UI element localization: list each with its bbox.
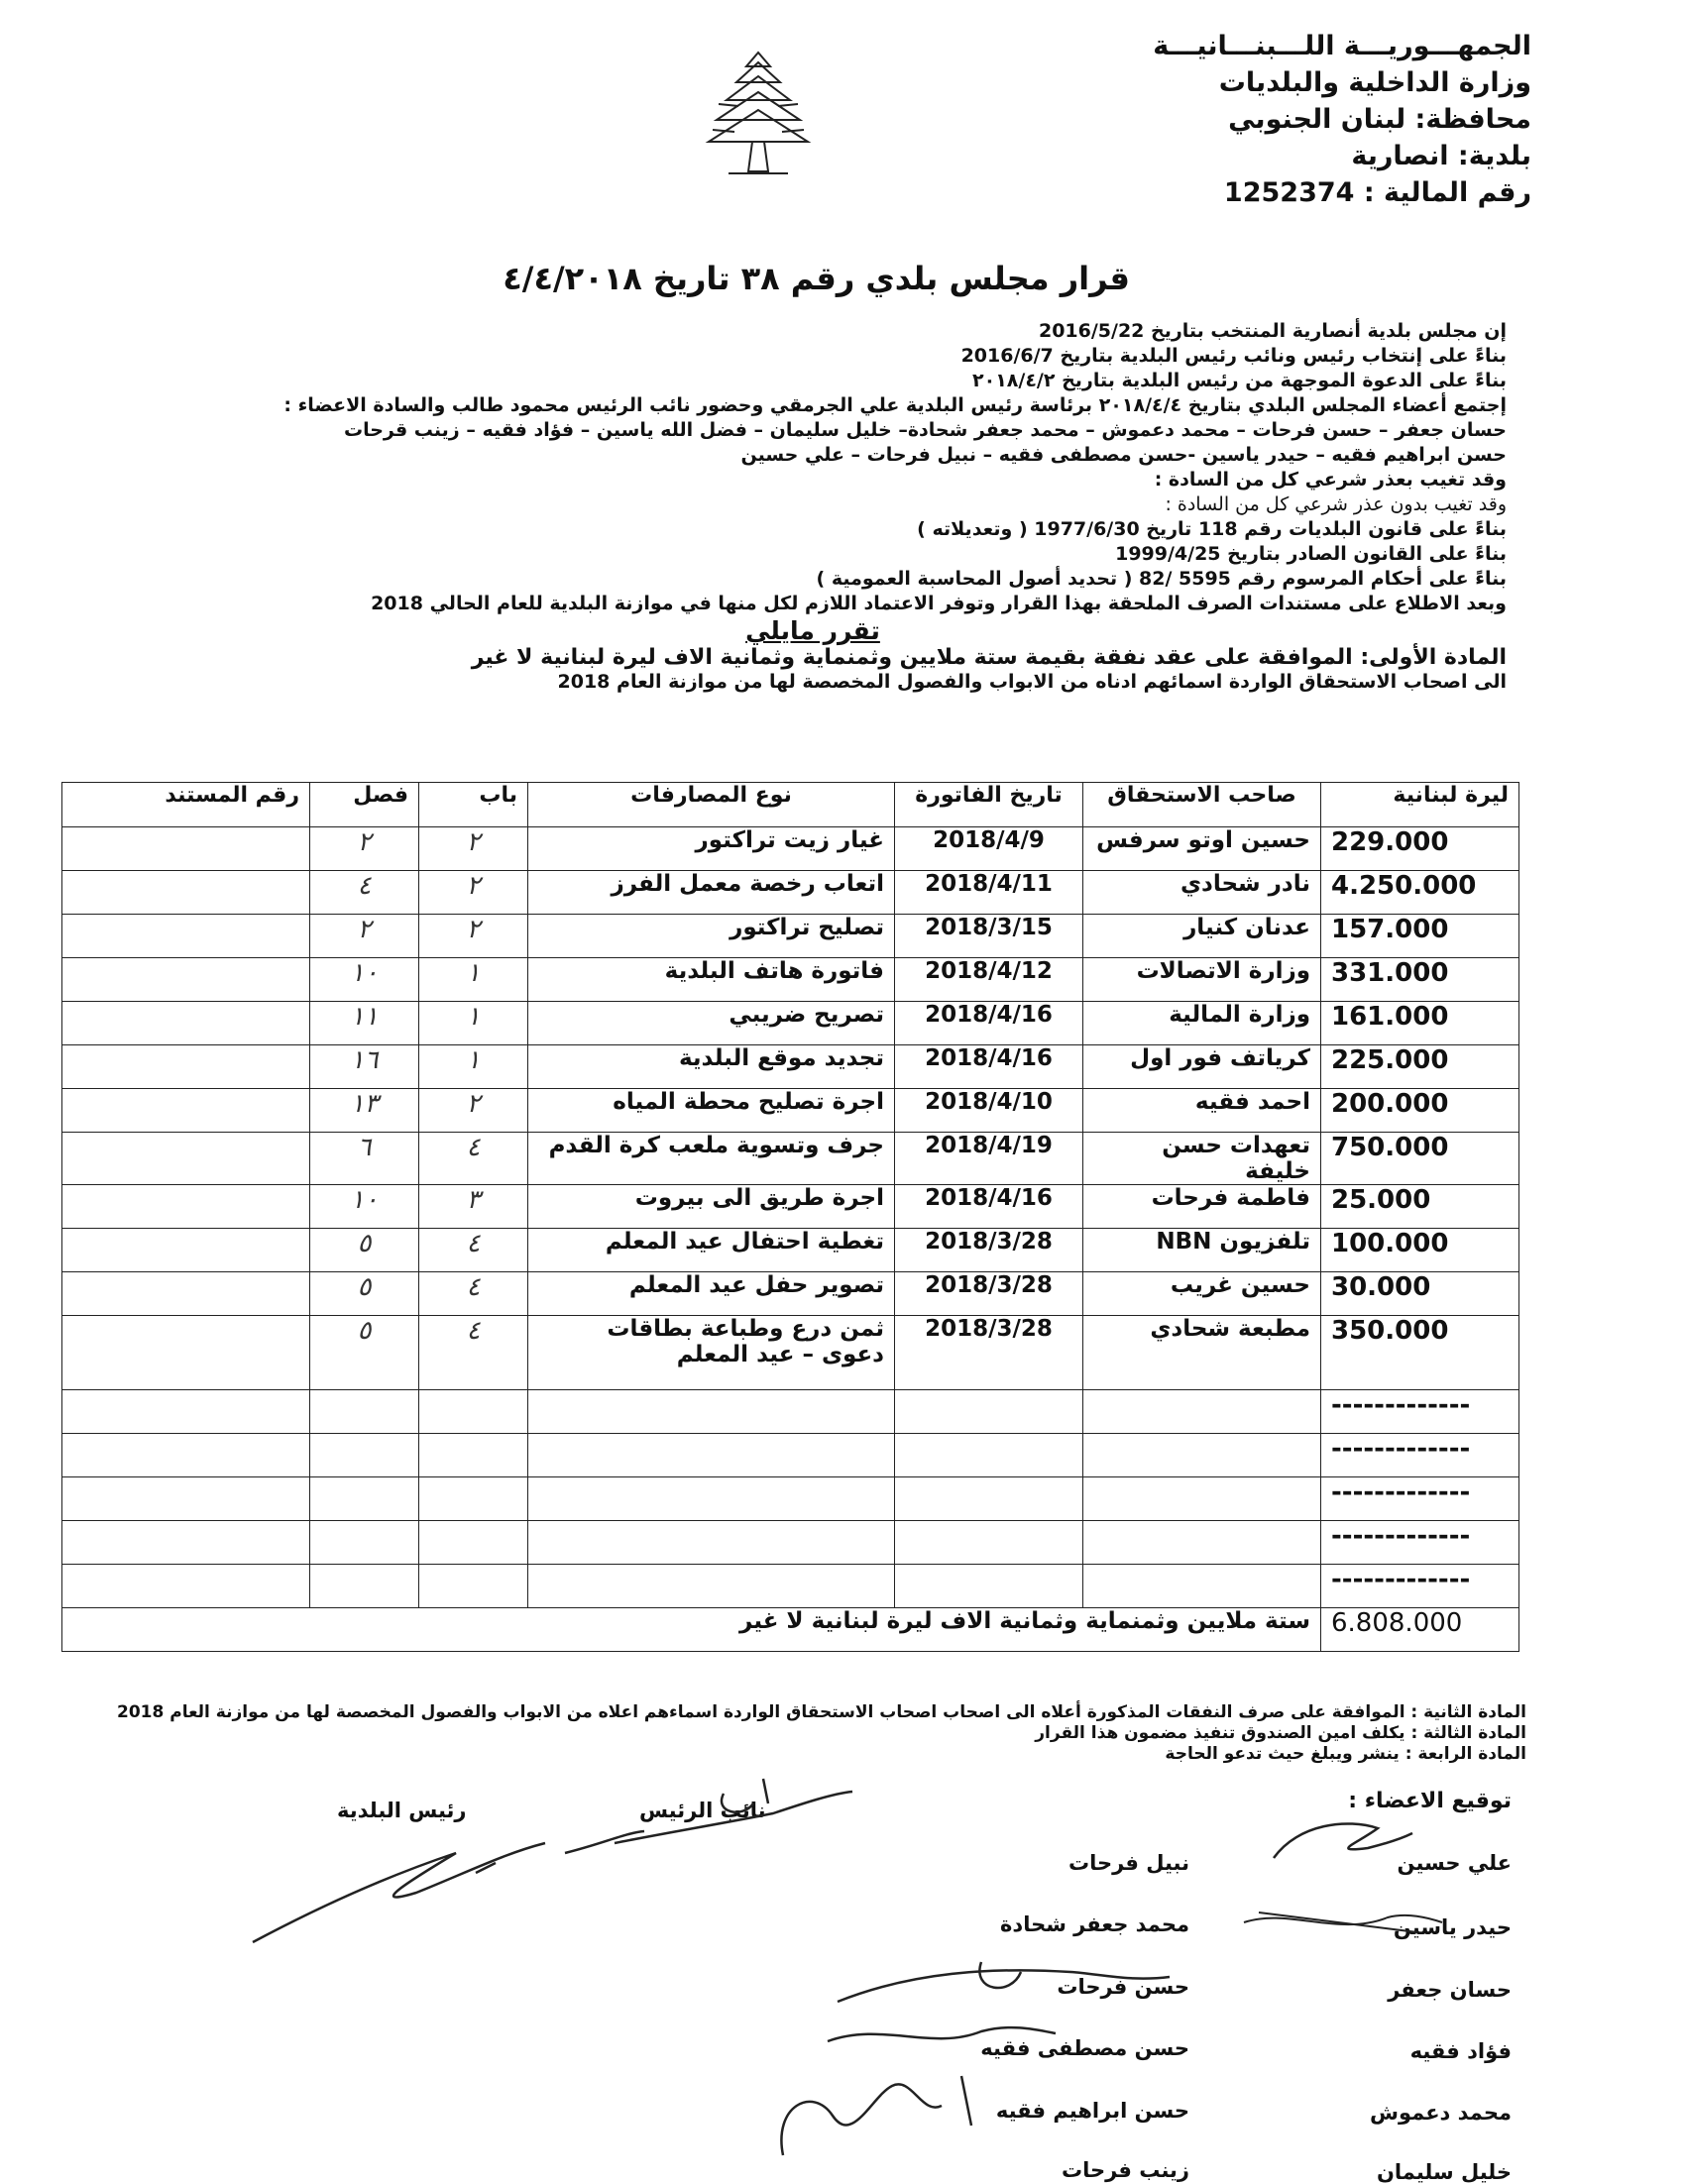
empty-cell <box>419 1390 528 1434</box>
beneficiary-cell: وزارة المالية <box>1083 1002 1321 1045</box>
bab-cell: ١ <box>419 1002 528 1045</box>
preamble-line: بناءً على قانون البلديات رقم 118 تاريخ 1977/6/30 ( وتعديلاته ) <box>917 518 1507 540</box>
table-row <box>62 827 1519 871</box>
bab-cell: ٤ <box>419 1272 528 1316</box>
fasl-cell: ٦ <box>310 1133 419 1185</box>
preamble-line: بناءً على إنتخاب رئيس ونائب رئيس البلدية بتاريخ 2016/6/7 <box>960 345 1507 367</box>
bab-cell: ٤ <box>419 1316 528 1390</box>
empty-cell <box>419 1521 528 1565</box>
amount-cell: 161.000 <box>1321 1002 1519 1045</box>
governorate: محافظة: لبنان الجنوبي <box>1228 104 1531 135</box>
signatures-heading: توقيع الاعضاء : <box>1348 1789 1512 1813</box>
closing-articles <box>59 1702 1526 1765</box>
invoice-date-cell: 2018/4/12 <box>895 958 1083 1002</box>
amount-placeholder-cell: ------------- <box>1321 1521 1519 1565</box>
beneficiary-cell: تعهدات حسن خليفة <box>1083 1133 1321 1185</box>
expense-type-cell: اجرة تصليح محطة المياه <box>528 1089 895 1133</box>
amount-placeholder-cell: ------------- <box>1321 1390 1519 1434</box>
expense-type-cell: اتعاب رخصة معمل الفرز <box>528 871 895 915</box>
fasl-cell: ١٠ <box>310 958 419 1002</box>
bab-cell: ١ <box>419 1045 528 1089</box>
empty-cell <box>1083 1477 1321 1521</box>
preamble-line: بناءً على الدعوة الموجهة من رئيس البلدية بتاريخ ٢٠١٨/٤/٢ <box>972 370 1507 391</box>
article-three: المادة الثالثة : يكلف امين الصندوق تنفيذ مضمون هذا القرار <box>1035 1723 1526 1743</box>
empty-cell <box>528 1521 895 1565</box>
preamble-line: وقد تغيب بعذر شرعي كل من السادة : <box>1154 469 1507 491</box>
member-name: حسن مصطفى فقيه <box>980 2036 1189 2060</box>
invoice-date-cell: 2018/4/9 <box>895 827 1083 871</box>
fasl-cell: ٥ <box>310 1272 419 1316</box>
invoice-date-cell: 2018/3/15 <box>895 915 1083 958</box>
empty-cell <box>528 1565 895 1608</box>
amount-cell: 350.000 <box>1321 1316 1519 1390</box>
expense-type-cell: تجديد موقع البلدية <box>528 1045 895 1089</box>
bab-cell: ٤ <box>419 1229 528 1272</box>
amount-cell: 225.000 <box>1321 1045 1519 1089</box>
empty-cell <box>310 1521 419 1565</box>
invoice-date-cell: 2018/3/28 <box>895 1229 1083 1272</box>
header-amount: ليرة لبنانية <box>1321 783 1519 827</box>
empty-cell <box>895 1477 1083 1521</box>
expense-type-cell: غيار زيت تراكتور <box>528 827 895 871</box>
preamble-line: إجتمع أعضاء المجلس البلدي بتاريخ ٢٠١٨/٤/٤ برئاسة رئيس البلدية علي الجرمقي وحضور نائب الرئيس محمود طالب والسادة الاعضاء : <box>283 394 1507 416</box>
amount-cell: 331.000 <box>1321 958 1519 1002</box>
vice-president-signature-icon <box>605 1774 862 1873</box>
empty-cell <box>528 1390 895 1434</box>
invoice-date-cell: 2018/4/10 <box>895 1089 1083 1133</box>
empty-cell <box>895 1434 1083 1477</box>
member-name: حسن ابراهيم فقيه <box>995 2099 1189 2123</box>
article-four: المادة الرابعة : ينشر ويبلغ حيث تدعو الحاجة <box>1165 1744 1526 1764</box>
decides-heading: تقرر مايلي <box>745 616 880 645</box>
fasl-cell: ١٣ <box>310 1089 419 1133</box>
amount-placeholder-cell: ------------- <box>1321 1565 1519 1608</box>
document-number-cell <box>62 1045 310 1089</box>
header-bab: باب <box>419 783 528 827</box>
beneficiary-cell: كرياتف فور اول <box>1083 1045 1321 1089</box>
invoice-date-cell: 2018/3/28 <box>895 1272 1083 1316</box>
member-name: حيدر ياسين <box>1393 1915 1512 1939</box>
beneficiary-cell: وزارة الاتصالات <box>1083 958 1321 1002</box>
document-number-cell <box>62 958 310 1002</box>
amount-cell: 157.000 <box>1321 915 1519 958</box>
empty-cell <box>310 1565 419 1608</box>
article-one: المادة الأولى: الموافقة على عقد نفقة بقيمة ستة ملايين وثمنماية وثمانية الاف ليرة لبنانية لا غير <box>471 645 1507 670</box>
member-signature-icon <box>1269 1813 1417 1873</box>
empty-cell <box>419 1565 528 1608</box>
empty-cell <box>528 1434 895 1477</box>
empty-cell <box>62 1477 310 1521</box>
article-two: المادة الثانية : الموافقة على صرف النفقات المذكورة أعلاه الى اصحاب اصحاب الاستحقاق الواردة اسماءهم اعلاه من الابواب والفصول المخصصة لها من موازنة العام 2018 <box>116 1702 1526 1722</box>
fasl-cell: ٢ <box>310 915 419 958</box>
invoice-date-cell: 2018/4/16 <box>895 1045 1083 1089</box>
bab-cell: ١ <box>419 958 528 1002</box>
beneficiary-cell: مطبعة شحادي <box>1083 1316 1321 1390</box>
fasl-cell: ١٠ <box>310 1185 419 1229</box>
member-name: زينب فرحات <box>1061 2158 1189 2182</box>
empty-cell <box>895 1521 1083 1565</box>
empty-cell <box>1083 1390 1321 1434</box>
total-amount: 6.808.000 <box>1321 1608 1519 1652</box>
expense-type-cell: ثمن درع وطباعة بطاقات دعوى – عيد المعلم <box>528 1316 895 1390</box>
header-document-number: رقم المستند <box>62 783 310 827</box>
members-line: حسان جعفر – حسن فرحات – محمد دعموش – محمد جعفر شحادة– خليل سليمان – فضل الله ياسين – فؤاد فقيه – زينب قرحات <box>344 419 1507 441</box>
expense-type-cell: جرف وتسوية ملعب كرة القدم <box>528 1133 895 1185</box>
table-header-row <box>62 783 1519 827</box>
empty-cell <box>1083 1434 1321 1477</box>
table-row <box>62 1185 1519 1229</box>
president-signature-icon <box>248 1813 664 1952</box>
fasl-cell: ٤ <box>310 871 419 915</box>
member-name: علي حسين <box>1397 1851 1512 1875</box>
beneficiary-cell: حسين غريب <box>1083 1272 1321 1316</box>
preamble-line: بناءً على القانون الصادر بتاريخ 1999/4/25 <box>1115 543 1507 565</box>
beneficiary-cell: فاطمة فرحات <box>1083 1185 1321 1229</box>
ministry-name: وزارة الداخلية والبلديات <box>1218 67 1531 98</box>
table-row-empty <box>62 1434 1519 1477</box>
document-number-cell <box>62 1002 310 1045</box>
preamble <box>119 319 1507 695</box>
member-name: حسان جعفر <box>1388 1978 1512 2002</box>
expense-type-cell: اجرة طريق الى بيروت <box>528 1185 895 1229</box>
amount-cell: 30.000 <box>1321 1272 1519 1316</box>
header-fasl: فصل <box>310 783 419 827</box>
article-one-continuation: الى اصحاب الاستحقاق الواردة اسمائهم ادناه من الابواب والفصول المخصصة لها من موازنة العام 2018 <box>557 671 1507 693</box>
member-signature-icon <box>823 2012 1061 2061</box>
total-amount-in-words: ستة ملايين وثمنماية وثمانية الاف ليرة لبنانية لا غير <box>62 1608 1321 1652</box>
bab-cell: ٤ <box>419 1133 528 1185</box>
municipality: بلدية: انصارية <box>1351 141 1531 171</box>
preamble-line: بناءً على أحكام المرسوم رقم 5595 /82 ( تحديد أصول المحاسبة العمومية ) <box>816 568 1507 590</box>
table-row-empty <box>62 1521 1519 1565</box>
financial-number: رقم المالية : 1252374 <box>1223 177 1531 208</box>
expense-type-cell: فاتورة هاتف البلدية <box>528 958 895 1002</box>
document-number-cell <box>62 915 310 958</box>
invoice-date-cell: 2018/4/11 <box>895 871 1083 915</box>
table-row <box>62 1002 1519 1045</box>
header-beneficiary: صاحب الاستحقاق <box>1083 783 1321 827</box>
empty-cell <box>528 1477 895 1521</box>
beneficiary-cell: نادر شحادي <box>1083 871 1321 915</box>
member-name: حسن فرحات <box>1057 1975 1189 1999</box>
amount-cell: 25.000 <box>1321 1185 1519 1229</box>
vice-president-label: نائب الرئيس <box>639 1799 766 1822</box>
letterhead <box>976 28 1531 211</box>
beneficiary-cell: احمد فقيه <box>1083 1089 1321 1133</box>
expense-type-cell: تغطية احتفال عيد المعلم <box>528 1229 895 1272</box>
empty-cell <box>1083 1565 1321 1608</box>
table-row <box>62 1089 1519 1133</box>
bab-cell: ٢ <box>419 915 528 958</box>
beneficiary-cell: حسين اوتو سرفس <box>1083 827 1321 871</box>
amount-cell: 100.000 <box>1321 1229 1519 1272</box>
table-row <box>62 1045 1519 1089</box>
empty-cell <box>62 1390 310 1434</box>
invoice-date-cell: 2018/4/19 <box>895 1133 1083 1185</box>
document-number-cell <box>62 1185 310 1229</box>
table-row <box>62 1133 1519 1185</box>
document-number-cell <box>62 827 310 871</box>
table-row-empty <box>62 1477 1519 1521</box>
expense-type-cell: تصريح ضريبي <box>528 1002 895 1045</box>
empty-cell <box>419 1434 528 1477</box>
expense-type-cell: تصوير حفل عيد المعلم <box>528 1272 895 1316</box>
document-number-cell <box>62 1316 310 1390</box>
empty-cell <box>310 1477 419 1521</box>
table-row-empty <box>62 1565 1519 1608</box>
table-row <box>62 1316 1519 1390</box>
bab-cell: ٢ <box>419 1089 528 1133</box>
empty-cell <box>1083 1521 1321 1565</box>
document-number-cell <box>62 1229 310 1272</box>
fasl-cell: ٢ <box>310 827 419 871</box>
empty-cell <box>895 1565 1083 1608</box>
invoice-date-cell: 2018/4/16 <box>895 1185 1083 1229</box>
invoice-date-cell: 2018/3/28 <box>895 1316 1083 1390</box>
table-row <box>62 1229 1519 1272</box>
beneficiary-cell: عدنان كنيار <box>1083 915 1321 958</box>
president-label: رئيس البلدية <box>337 1799 467 1822</box>
empty-cell <box>310 1434 419 1477</box>
amount-cell: 750.000 <box>1321 1133 1519 1185</box>
member-name: محمد دعموش <box>1369 2101 1512 2125</box>
amount-cell: 229.000 <box>1321 827 1519 871</box>
beneficiary-cell: تلفزيون NBN <box>1083 1229 1321 1272</box>
fasl-cell: ١١ <box>310 1002 419 1045</box>
header-expense-type: نوع المصارفات <box>528 783 895 827</box>
table-row <box>62 1272 1519 1316</box>
table-row <box>62 915 1519 958</box>
table-row <box>62 958 1519 1002</box>
header-invoice-date: تاريخ الفاتورة <box>895 783 1083 827</box>
empty-cell <box>310 1390 419 1434</box>
cedar-emblem-icon <box>699 45 818 188</box>
document-number-cell <box>62 1089 310 1133</box>
empty-cell <box>62 1434 310 1477</box>
member-signature-icon <box>773 2066 1011 2165</box>
document-number-cell <box>62 871 310 915</box>
empty-cell <box>895 1390 1083 1434</box>
expenses-table <box>61 782 1519 1652</box>
fasl-cell: ١٦ <box>310 1045 419 1089</box>
preamble-line: إن مجلس بلدية أنصارية المنتخب بتاريخ 2016/5/22 <box>1038 320 1507 342</box>
amount-placeholder-cell: ------------- <box>1321 1477 1519 1521</box>
fasl-cell: ٥ <box>310 1316 419 1390</box>
bab-cell: ٢ <box>419 827 528 871</box>
member-name: فؤاد فقيه <box>1409 2039 1512 2063</box>
document-number-cell <box>62 1272 310 1316</box>
document-number-cell <box>62 1133 310 1185</box>
empty-cell <box>62 1521 310 1565</box>
bab-cell: ٢ <box>419 871 528 915</box>
member-name: محمد جعفر شحادة <box>1000 1912 1189 1936</box>
empty-cell <box>419 1477 528 1521</box>
republic-name: الجمهـــوريـــة اللـــبنـــانيـــة <box>1153 31 1531 61</box>
amount-cell: 200.000 <box>1321 1089 1519 1133</box>
table-total-row <box>62 1608 1519 1652</box>
table-row <box>62 871 1519 915</box>
decision-title: قرار مجلس بلدي رقم ٣٨ تاريخ ٤/٤/٢٠١٨ <box>503 260 1130 297</box>
expense-type-cell: تصليح تراكتور <box>528 915 895 958</box>
invoice-date-cell: 2018/4/16 <box>895 1002 1083 1045</box>
member-signature-icon <box>1239 1903 1447 1942</box>
fasl-cell: ٥ <box>310 1229 419 1272</box>
table-row-empty <box>62 1390 1519 1434</box>
preamble-line: وقد تغيب بدون عذر شرعي كل من السادة : <box>1165 493 1507 515</box>
preamble-line: وبعد الاطلاع على مستندات الصرف الملحقة بهذا القرار وتوفر الاعتماد اللازم لكل منها في موازنة البلدية للعام الحالي 2018 <box>371 593 1507 614</box>
bab-cell: ٣ <box>419 1185 528 1229</box>
member-name: خليل سليمان <box>1376 2160 1512 2184</box>
amount-cell: 4.250.000 <box>1321 871 1519 915</box>
members-line: حسن ابراهيم فقيه – حيدر ياسين -حسن مصطفى فقيه – نبيل فرحات – علي حسين <box>740 444 1507 466</box>
amount-placeholder-cell: ------------- <box>1321 1434 1519 1477</box>
empty-cell <box>62 1565 310 1608</box>
member-name: نبيل فرحات <box>1067 1851 1189 1875</box>
